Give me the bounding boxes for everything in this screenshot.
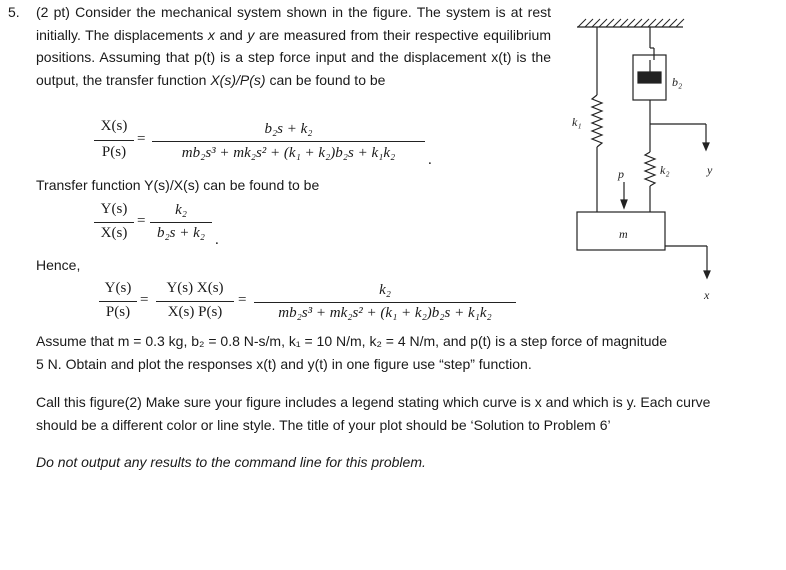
eq1-lhs-bar [94, 140, 134, 141]
y-arrow-head [703, 143, 709, 150]
eq2-lhs-bar [94, 222, 134, 223]
eq3-rhs-den: mb₂s³ + mk₂s² + (k₁ + k₂)b₂s + k₁k₂ [278, 305, 492, 321]
mechanical-system-figure [560, 10, 730, 310]
problem-intro: (2 pt) Consider the mechanical system shown in the figure. The system is at rest initially. The displacements x and y are measured from their respective equilibrium positions. Assuming that p(t) is a step force input and the displacement x(t) is the output, the transfer function X(s)/P(s) can be found to be [36, 4, 551, 88]
eq3-lhs-num: Y(s) [104, 280, 132, 296]
eq2-period: . [215, 232, 219, 248]
label-p: p [618, 167, 624, 181]
assume-line-2: 5 N. Obtain and plot the responses x(t) and y(t) in one figure use “step” function. [36, 356, 532, 372]
eq3-equals-2: = [238, 292, 247, 308]
eq3-mid-num: Y(s) X(s) [166, 280, 224, 296]
eq3-rhs-num: k₂ [379, 282, 391, 298]
eq1-lhs-den: P(s) [101, 144, 127, 160]
dashpot-b2-piston [638, 72, 661, 83]
eq3-rhs-bar [254, 302, 516, 303]
spring-k2 [645, 152, 655, 186]
transfer-function-text: Transfer function Y(s)/X(s) can be found to be [36, 177, 320, 193]
eq2-rhs-den: b₂s + k₂ [156, 225, 206, 241]
label-b2: b₂ [672, 75, 683, 89]
problem-number: 5. [8, 4, 20, 20]
label-k2: k₂ [660, 163, 670, 177]
eq3-mid-bar [156, 301, 234, 302]
eq3-mid-den: X(s) P(s) [167, 304, 223, 320]
p-arrow-head [621, 200, 627, 208]
call-figure-text: Call this figure(2) Make sure your figure includes a legend stating which curve is x and which is y. Each curve should be a different color or line style. The title of your plot should be ‘Solution to Problem 6’ [36, 394, 711, 433]
eq3-lhs-bar [99, 301, 137, 302]
eq2-lhs-den: X(s) [100, 225, 128, 241]
eq1-equals: = [137, 131, 146, 147]
eq3-lhs-den: P(s) [105, 304, 131, 320]
spring-k1 [592, 95, 602, 147]
label-k1: k₁ [572, 115, 582, 129]
assume-line-1: Assume that m = 0.3 kg, b₂ = 0.8 N-s/m, k₁ = 10 N/m, k₂ = 4 N/m, and p(t) is a step force of magnitude [36, 333, 668, 349]
eq1-rhs-num: b₂s + k₂ [264, 121, 313, 137]
hence-text: Hence, [36, 257, 81, 273]
ceiling-hatch [578, 19, 684, 27]
eq2-rhs-num: k₂ [175, 202, 187, 218]
eq2-rhs-bar [150, 222, 212, 223]
eq3-equals-1: = [140, 292, 149, 308]
eq1-lhs-num: X(s) [100, 118, 128, 134]
x-arrow-head [704, 271, 710, 278]
eq1-rhs-den: mb₂s³ + mk₂s² + (k₁ + k₂)b₂s + k₁k₂ [181, 145, 396, 161]
instruction-text: Do not output any results to the command line for this problem. [36, 454, 426, 470]
eq2-equals: = [137, 213, 146, 229]
label-m: m [619, 227, 628, 241]
eq1-rhs-bar [152, 141, 425, 142]
eq2-lhs-num: Y(s) [100, 201, 128, 217]
label-y: y [707, 163, 713, 177]
eq1-period: . [428, 152, 432, 168]
label-x: x [704, 288, 710, 302]
